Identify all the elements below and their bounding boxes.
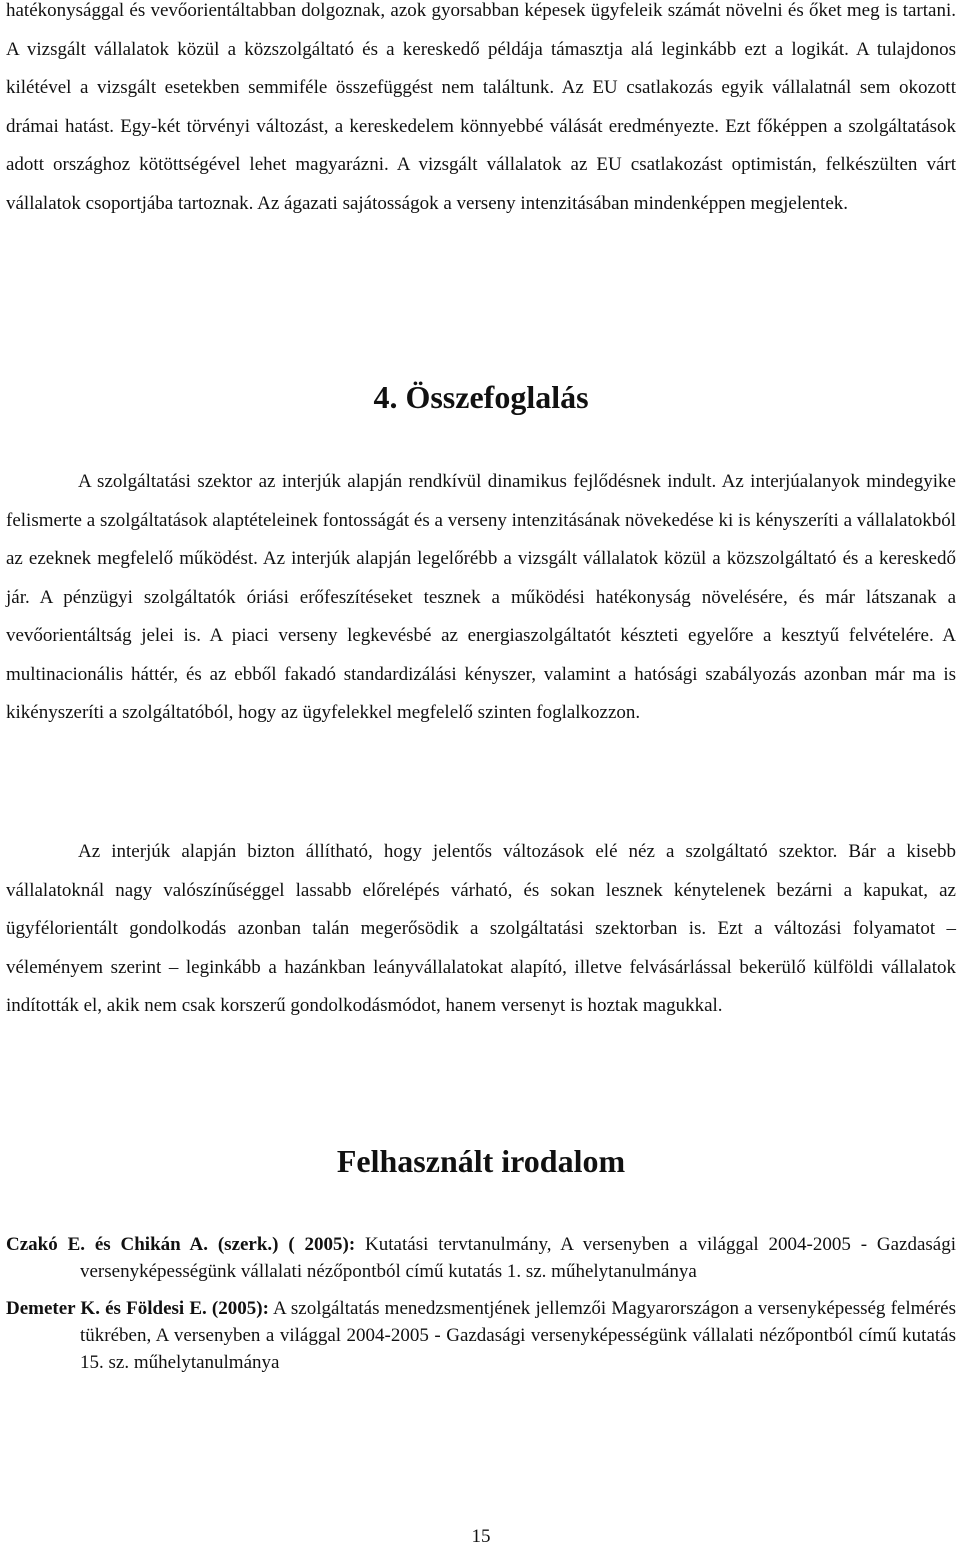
summary-paragraph-1: A szolgáltatási szektor az interjúk alapján rendkívül dinamikus fejlődésnek indult. Az interjúalanyok mindegyike felismerte a szolgáltatások alaptételeinek fontosságát és a verseny intenzitásának növekedése ki is kényszeríti a vállalatokból az ezeknek megfelelő működést. Az interjúk alapján legelőrébb a vizsgált vállalatok közül a közszolgáltató és a kereskedő jár. A pénzügyi szolgáltatók óriási erőfeszítéseket tesznek a működési hatékonyság növelésére, és már látszanak a vevőorientáltság jelei is. A piaci verseny legkevésbé az energiaszolgáltatót készteti egyelőre a kesztyű felvételére. A multinacionális háttér, és az ebből fakadó standardizálási kényszer, valamint a hatósági szabályozás azonban már ma is kikényszeríti a szolgáltatóból, hogy az ügyfelekkel megfelelő szinten foglalkozzon.	[6, 471, 956, 723]
reference-item	[6, 1231, 956, 1285]
references-heading: Felhasznált irodalom	[336, 1143, 626, 1179]
reference-authors: Czakó E. és Chikán A. (szerk.) ( 2005):	[6, 1234, 356, 1255]
reference-authors: Demeter K. és Földesi E. (2005):	[6, 1298, 269, 1319]
section-heading-summary: 4. Összefoglalás	[373, 379, 589, 415]
reference-text: Kutatási tervtanulmány, A versenyben a világgal 2004-2005 - Gazdasági versenyképességünk vállalati nézőpontból című kutatás 1. sz. műhelytanulmánya	[80, 1234, 956, 1282]
intro-paragraph: hatékonysággal és vevőorientáltabban dolgoznak, azok gyorsabban képesek ügyfeleik számát növelni és őket meg is tartani. A vizsgált vállalatok közül a közszolgáltató és a kereskedő példája támasztja alá leginkább ezt a logikát. A tulajdonos kilétével a vizsgált esetekben semmiféle összefüggést nem találtunk. Az EU csatlakozás egyik vállalatnál sem okozott drámai hatást. Egy-két törvényi változást, a kereskedelem könnyebbé válását eredményezte. Ezt főképpen a szolgáltatások adott országhoz kötöttségével lehet magyarázni. A vizsgált vállalatok az EU csatlakozást optimistán, felkészülten várt vállalatok csoportjába tartoznak. Az ágazati sajátosságok a verseny intenzitásában mindenképpen megjelentek.	[6, 0, 956, 214]
reference-text: A szolgáltatás menedzsmentjének jellemzői Magyarországon a versenyképesség felmérés tükrében, A versenyben a világgal 2004-2005 - Gazdasági versenyképességünk vállalati nézőpontból című kutatás 15. sz. műhelytanulmánya	[80, 1298, 956, 1373]
summary-paragraph-2: Az interjúk alapján bizton állítható, hogy jelentős változások elé néz a szolgáltató szektor. Bár a kisebb vállalatoknál nagy valószínűséggel lassabb előrelépés várható, és sokan lesznek kénytelenek bezárni a kapukat, az ügyfélorientált gondolkodás azonban talán megerősödik a szolgáltatási szektorban is. Ezt a változási folyamatot – véleményem szerint – leginkább a hazánkban leányvállalatokat alapító, illetve felvásárlással bekerülő külföldi vállalatok indították el, akik nem csak korszerű gondolkodásmódot, hanem versenyt is hoztak magukkal.	[6, 841, 956, 1016]
reference-item	[6, 1295, 956, 1376]
page-number: 15	[471, 1526, 491, 1547]
